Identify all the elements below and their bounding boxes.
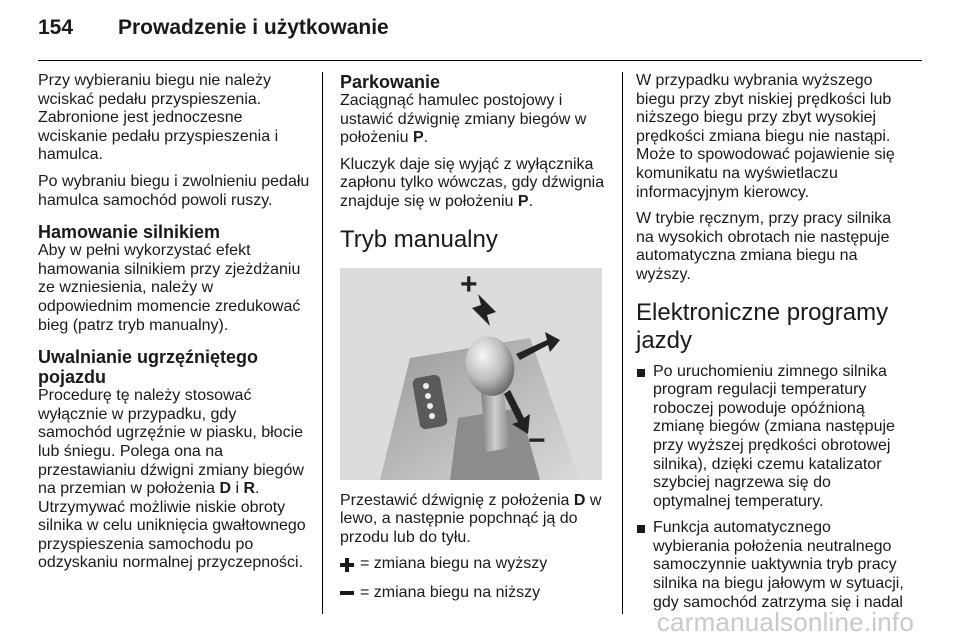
gear-d: D [219,480,231,498]
paragraph-shift-blocked: W przypadku wybrania wyższego biegu przy zbyt niskiej prędkości lub niższego biegu przy zbyt wysokiej prędkości zmiana biegu nie nastąpi. Może to spowodować pojawienie się komunikatu na wyświetlaczu informacyjnym kierowcy. [636,72,895,201]
column-2 [340,72,608,613]
column-divider-1 [322,72,323,614]
gear-lever-drawing [340,268,602,480]
heading-engine-braking: Hamowanie silnikiem [38,222,221,243]
gear-r: R [243,480,256,498]
gear-p: P [412,129,424,147]
gear-p: P [517,192,529,210]
paragraph-no-auto-upshift: W trybie ręcznym, przy pracy silnika na wysokich obrotach nie następuje automatyczna zmiana biegu na wyższy. [636,210,892,283]
list-item: Funkcja automatycznego wybierania położenia neutralnego samoczynnie uaktywnia tryb pracy silnika na biegu jałowym w sytuacji, gdy samochód zatrzyma się i nadal [636,519,906,612]
gear-d: D [573,491,586,509]
paragraph-parking: Zaciągnąć hamulec postojowy i ustawić dźwignię zmiany biegów w położeniu P. [340,92,587,147]
paragraph-no-accelerator: Przy wybieraniu biegu nie należy wciskać pedału przyspieszenia. Zabronione jest jednoczesne wciskanie pedału przyspieszenia i hamulca. [38,72,279,164]
bullet-square-icon [637,369,645,377]
heading-parking: Parkowanie [340,72,441,92]
watermark: carmanualsonline.info [656,607,914,637]
page-header [38,16,389,40]
plus-sign: + [460,267,478,301]
bullet-square-icon [637,525,645,533]
heading-electronic-programs: Elektroniczne programy jazdy [636,298,889,354]
page-number: 154 [38,16,74,39]
column-divider-2 [622,72,623,614]
column-3 [636,72,906,620]
column-1 [38,72,310,581]
paragraph-key-removal: Kluczyk daje się wyjąć z wyłącznika zapłonu tylko wówczas, gdy dźwignia znajduje się w położeniu P. [340,155,605,210]
legend-upshift [340,555,608,574]
minus-icon [340,586,354,600]
list-item: Po uruchomieniu zimnego silnika program regulacji temperatury roboczej powoduje opóźnioną zmianę biegów (zmiana następuje przy wyższej prędkości obrotowej silnika), dzięki czemu katalizator szybciej nagrzewa się do optymalnej temperatury. [636,363,906,512]
page-title: Prowadzenie i użytkowanie [118,16,389,39]
plus-icon [340,558,354,572]
paragraph-brake-release: Po wybraniu biegu i zwolnieniu pedału hamulca samochód powoli ruszy. [38,172,310,209]
paragraph-manual-instructions: Przestawić dźwignię z położenia D w lewo, a następnie popchnąć ją do przodu lub do tyłu. [340,491,602,546]
gear-selector-illustration [340,268,602,480]
heading-rocking-vehicle: Uwalnianie ugrzęźniętego pojazdu [38,347,259,388]
paragraph-engine-braking: Aby w pełni wykorzystać efekt hamowania silnikiem przy zjeżdżaniu ze wzniesienia, należy w odpowiednim momencie zredukować bieg (patrz tryb manualny). [38,242,301,334]
header-rule [38,60,922,61]
minus-sign: − [528,423,546,457]
legend-downshift-text: = zmiana biegu na niższy [360,583,541,601]
heading-manual-mode: Tryb manualny [340,225,498,253]
legend-upshift-text: = zmiana biegu na wyższy [360,555,548,573]
legend-downshift [340,584,608,603]
paragraph-rocking-vehicle: Procedurę tę należy stosować wyłącznie w przypadku, gdy samochód ugrzęźnie w piasku, błocie lub śniegu. Polega ona na przestawianiu dźwigni zmiany biegów na przemian w położenia D i R. Utrzymywać możliwie niskie obroty silnika w celu uniknięcia gwałtownego przyspieszenia samochodu po odzyskaniu normalnej przyczepności. [38,387,306,572]
